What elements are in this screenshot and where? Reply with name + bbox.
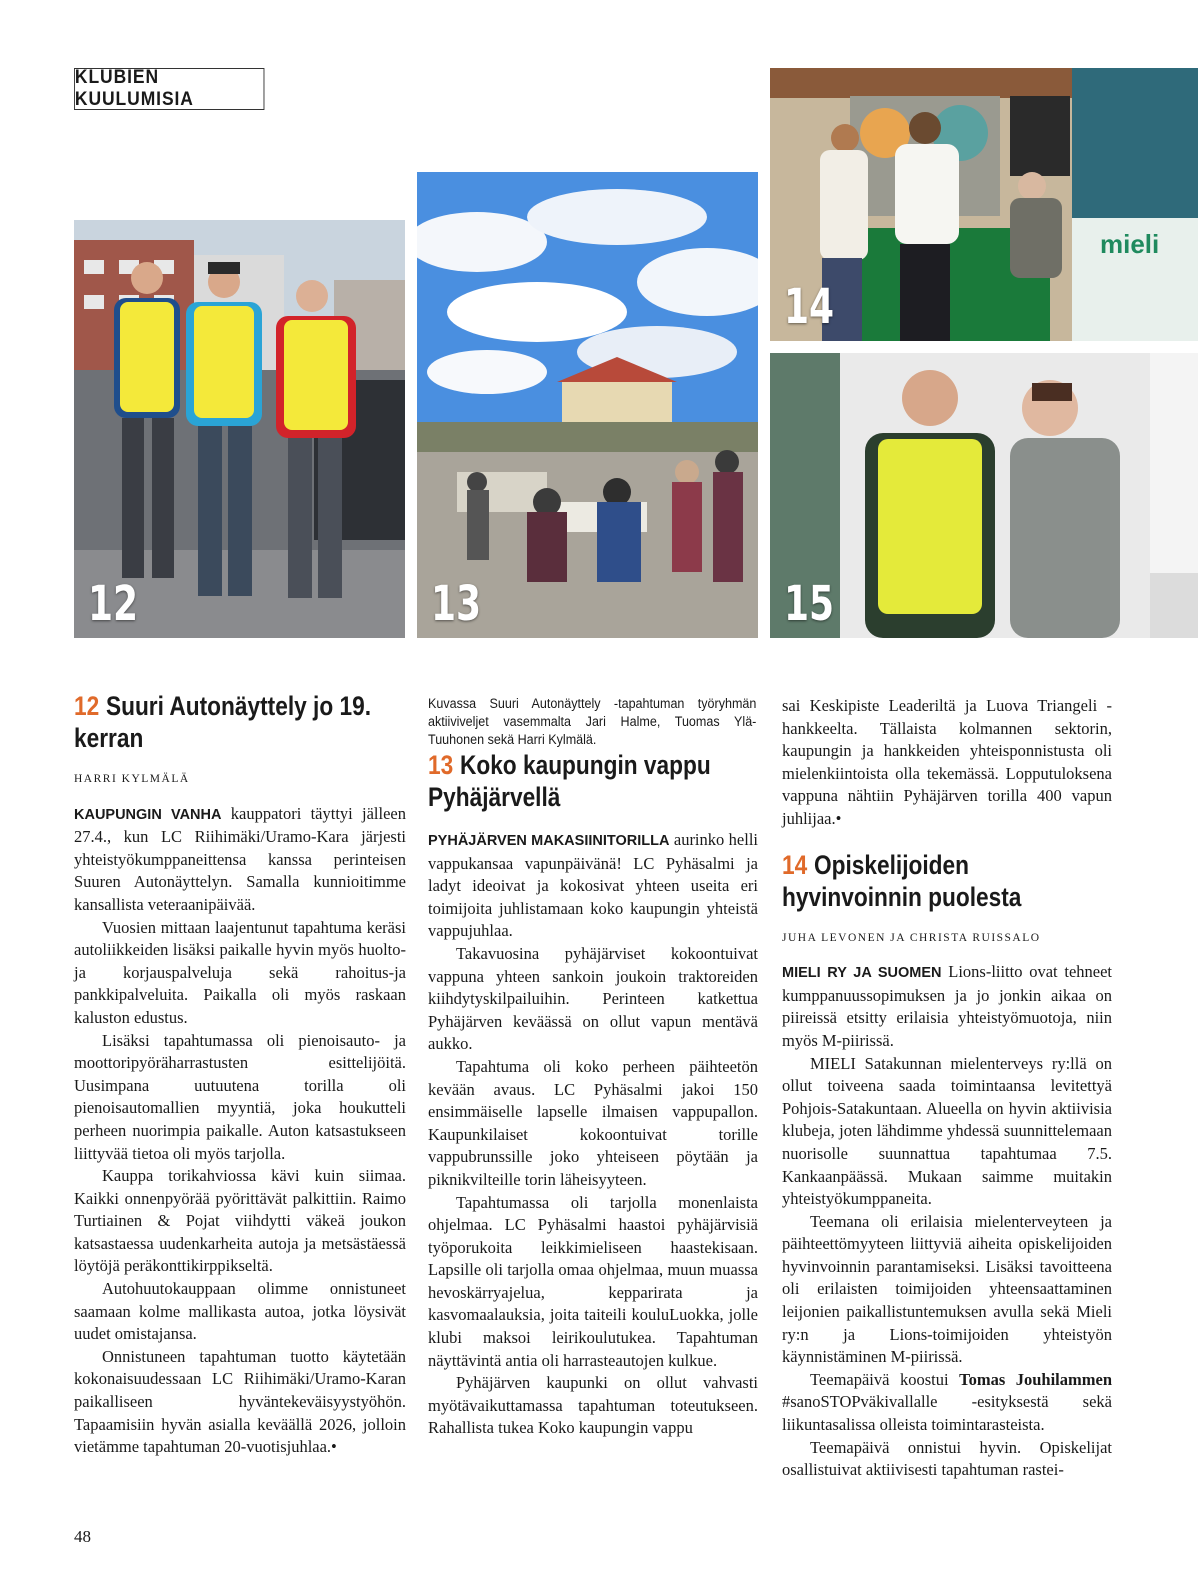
article-12-paragraph: Vuosien mittaan laajentunut tapahtuma keräsi autoliikkeiden lisäksi paikalle hyvin myös huolto- ja korjauspalveluja sekä rahoitus-ja pankkipalveluita. Paikalla oli myös raskaan kaluston edustus. [74, 917, 406, 1027]
article-13-title: 13 Koko kaupungin vappu Pyhäjärvellä [428, 750, 711, 812]
article-13-number: 13 [428, 750, 454, 780]
article-14-title: 14 Opiskelijoiden hyvinvoinnin puolesta [782, 849, 1022, 912]
article-14-paragraph: Teemapäivä onnistui hyvin. Opiskelijat osallistuivat aktiivisesti tapahtuman rastei- [782, 1437, 1112, 1480]
article-12-lead: KAUPUNGIN VANHA [74, 806, 222, 823]
article-13-paragraph: Tapahtuma oli koko perheen päihteetön kevään avaus. LC Pyhäsalmi jakoi 150 ensimmäiselle lapselle ilmaisen vappupallon. Kaupunkilaiset kokoontuivat torille vappubrunssille joko yhteiseen pöytään ja piknikvilteille torin läheisyyteen. [428, 1056, 758, 1189]
svg-text:mieli: mieli [1100, 229, 1160, 259]
photo-number-15: 15 [784, 576, 835, 632]
article-12-paragraph: Kauppa torikahviossa kävi kuin siimaa. Kaikki onnenpyörää pyörittävät palkittiin. Raimo Turtiainen & Pojat viihdytti väkeä joukon katsastaessa uudenkarheita autoja ja metsästäessä löytöjä peräkonttikirppikseltä. [74, 1166, 406, 1276]
article-12-paragraph: KAUPUNGIN VANHA kauppatori täyttyi jälleen 27.4., kun LC Riihimäki/Uramo-Kara järjesti yhteistyökumppaneittensa kanssa perinteisen Suuren Autonäyttelyn. Samalla kunnioitimme kansallista veteraanipäivää. [74, 803, 406, 914]
article-14-paragraph: Teemapäivä koostui Tomas Jouhilammen #sanoSTOPväkivallalle -esityksestä sekä liikuntasalissa olleista toimintarasteista. [782, 1369, 1113, 1435]
section-label: KLUBIEN KUULUMISIA [74, 68, 264, 110]
article-12-byline: HARRI KYLMÄLÄ [74, 773, 190, 785]
article-14-paragraph: MIELI Satakunnan mielenterveys ry:llä on ollut toiveena saada toimintaansa levitettyä Pohjois-Satakuntaan. Alueella on hyvin aktiivisia klubeja, joten lähdimme yhdessä suunnittelemaan nuorisolle suunnattua tapahtumaa 7.5. Kankaanpäässä. Mukaan saimme muitakin yhteistyökumppaneita. [782, 1053, 1112, 1209]
photo-12 [74, 220, 405, 638]
photo-15 [770, 353, 1198, 638]
article-13-paragraph: PYHÄJÄRVEN MAKASIINITORILLA aurinko helli vappukansaa vapunpäivänä! LC Pyhäsalmi ja ladyt ideoivat ja kokosivat yhteen useita eri toimijoita juhlistamaan koko kaupungin yhteistä vappujuhlaa. [428, 830, 759, 941]
article-14-byline: JUHA LEVONEN JA CHRISTA RUISSALO [782, 931, 1041, 944]
page-number: 48 [74, 1527, 91, 1546]
article-13-paragraph: Takavuosina pyhäjärviset kokoontuivat vappuna yhteen sankoin joukoin traktoreiden kiihdytyskilpailuihin. Perinteen katkettua Pyhäjärven keväässä on ollut vapun mentävä aukko. [428, 943, 758, 1054]
photo-13 [417, 172, 758, 638]
photo-number-13: 13 [431, 576, 482, 632]
article-12-paragraph: Onnistuneen tapahtuman tuotto käytetään kokonaisuudessaan LC Riihimäki/Uramo-Karan paikalliseen hyväntekeväisyystyöhön. Tapaamisiin hyvän asialla keväällä 2026, jolloin vietämme tapahtuman 20-vuotisjuhlaa.• [74, 1346, 406, 1457]
article-14-lead: MIELI RY JA SUOMEN [782, 965, 942, 982]
photo-13-image [417, 172, 758, 638]
article-13-paragraph: sai Keskipiste Leaderiltä ja Luova Triangeli -hankkeelta. Tällaista kolmannen sektorin, kaupungin ja hankkeiden yhteisponnistusta oli mielenkiintoista olla tekemässä. Lopputuloksena vappuna nähtiin Pyhäjärven torilla 400 vapun juhlijaa.• [782, 696, 1112, 828]
photo-number-14: 14 [784, 279, 835, 335]
article-14-number: 14 [782, 849, 808, 880]
article-14-paragraph: Teemana oli erilaisia mielenterveyteen ja päihteettömyyteen liittyviä aiheita opiskelijoiden hyvinvoinnin parantamiseksi. Lisäksi tavoitteena oli erilaisten toimijoiden yhteensaattaminen leijonien paikallistuntemuksen avulla sekä Mieli ry:n ja Lions-toimijoiden yhteistyön käynnistäminen M-piirissä. [782, 1211, 1112, 1367]
article-12-paragraph: Lisäksi tapahtumassa oli pienoisauto- ja moottoripyöräharrastusten esittelijöitä. Uusimpana uutuutena torilla oli pienoisautomallien myyntiä, joka houkutteli perheen nuorimpia paikalle. Auton katsastukseen liittyvää tietoa oli myös tarjolla. [74, 1030, 406, 1163]
column-3 [782, 695, 1112, 1482]
article-12-title: 12 Suuri Autonäyttely jo 19. kerran [74, 691, 372, 753]
column-2 [428, 695, 758, 1440]
article-13-lead: PYHÄJÄRVEN MAKASIINITORILLA [428, 833, 670, 849]
column-1 [74, 690, 406, 1459]
photo-12-caption: Kuvassa Suuri Autonäyttely -tapahtuman työryhmän aktiiviveljet vasemmalta Jari Halme, Tuomas Ylä-Tuuhonen sekä Harri Kylmälä. [428, 696, 757, 747]
photo-number-12: 12 [88, 576, 139, 632]
photo-14 [770, 68, 1198, 341]
article-13-paragraph: Pyhäjärven kaupunki on ollut vahvasti myötävaikuttamassa tapahtuman toteutukseen. Rahallista tukea Koko kaupungin vappu [428, 1373, 758, 1438]
article-13-paragraph: Tapahtumassa oli tarjolla monenlaista ohjelmaa. LC Pyhäsalmi haastoi pyhäjärvisiä työporukoita leikkimieliseen haastekisaan. Lapsille oli tarjolla omaa ohjelmaa, muun muassa hevoskärryajelua, kepparirata ja kasvomaalauksia, joita taiteili kouluLuokka, jolle klubi maksoi leirikoulutukea. Tapahtuman näyttävintä antia oli harrasteautojen kulkue. [428, 1192, 758, 1370]
article-12-number: 12 [74, 691, 100, 721]
article-14-paragraph: MIELI RY JA SUOMEN Lions-liitto ovat tehneet kumppanuussopimuksen ja jo jonkin aikaa on piireissä etsitty erilaisia yhteistyömuotoja, niin myös M-piirissä. [782, 962, 1112, 1050]
article-12-paragraph: Autohuutokauppaan olimme onnistuneet saamaan kolme mallikasta autoa, jotka löysivät uudet omistajansa. [74, 1279, 406, 1344]
